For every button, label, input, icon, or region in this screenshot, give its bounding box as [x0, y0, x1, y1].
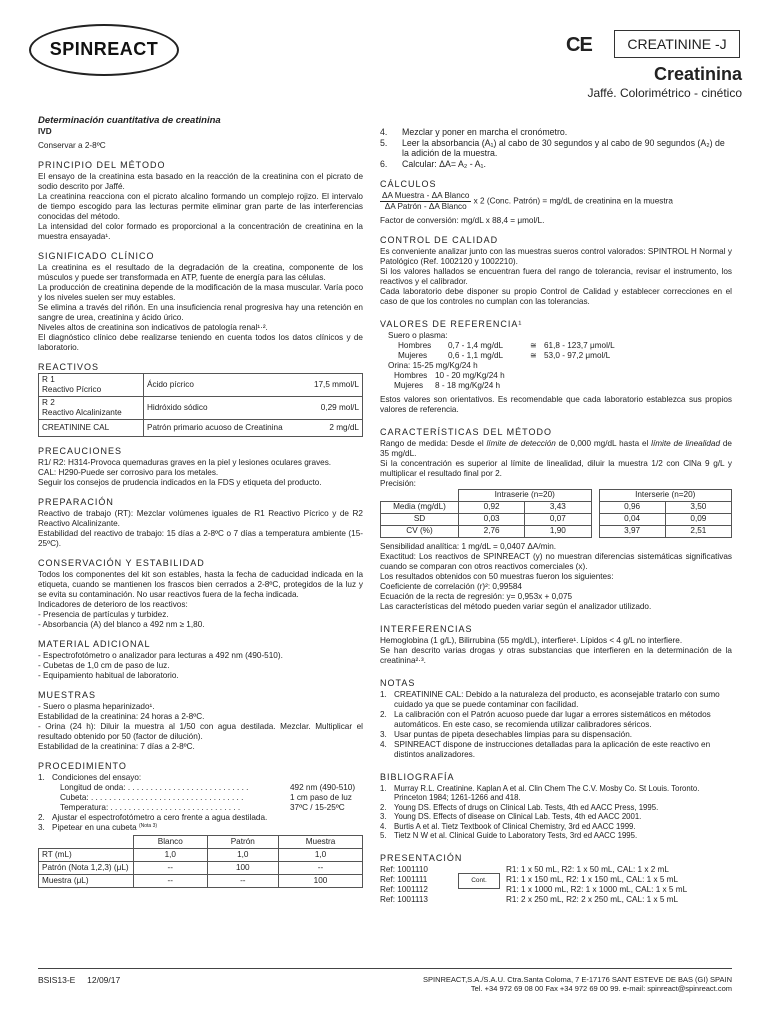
right-column: [380, 127, 732, 905]
interferencias-text: Hemoglobina (1 g/L), Bilirrubina (55 mg/dL), interfiere¹. Lípidos < 4 g/L no interfiere. Se han descrito varias drogas y otras substancias que interfieren en la determinación de la creatinina²·³.: [380, 635, 732, 665]
assay-conditions: [38, 783, 363, 813]
steps-list: [380, 127, 732, 170]
footer-contact-link[interactable]: Tel. +34 972 69 08 00 Fax +34 972 69 00 99. e-mail: spinreact@spinreact.com: [470, 984, 732, 994]
reference-values: Suero o plasma: Hombres 0,7 - 1,4 mg/dL ≅ 61,8 - 123,7 μmol/L Mujeres 0,6 - 1,1 mg/dL ≅ 53,0 - 97,2 μmol/L Orina: 15-25 mg/Kg/24 h Hombres 10 - 20 mg/Kg/24 h Mujeres 8 - 18 mg/Kg/24 h: [380, 331, 732, 391]
control-heading: CONTROL DE CALIDAD: [380, 234, 499, 245]
preparacion-heading: PREPARACIÓN: [38, 497, 114, 508]
list-item: 2. La calibración con el Patrón acuoso puede dar lugar a errores sistemáticos en métodos automáticos. En este caso, se recomienda utilizar calibradores séricos.: [380, 709, 711, 729]
list-item: 6. Calcular: ΔA= A₂ - A₁.: [380, 159, 486, 170]
table-row: R 1 Reactivo Pícrico Ácido pícrico 17,5 mmol/L: [39, 374, 363, 397]
list-item: 2. Young DS. Effects of drugs on Clinical Lab. Tests, 4th ed AACC Press, 1995.: [380, 802, 659, 812]
list-item: R1: 1 x 1000 mL, R2: 1 x 1000 mL, CAL: 1 x 5 mL: [506, 884, 688, 894]
document-header: [0, 0, 768, 112]
muestras-text: - Suero o plasma heparinizado¹. Estabilidad de la creatinina: 24 horas a 2-8ºC. - Orina (24 h): Diluir la muestra al 1/50 con agua destilada. Mezclar. Multiplicar el resultado obtenido por 50 (factor de dilución). Estabilidad de la creatinina: 7 días a 2-8ºC.: [38, 702, 363, 752]
list-item: Longitud de onda: . . . . . . . . . . . . . . . . . . . . . . . . . . . 492 nm (490-510): [60, 783, 356, 793]
table-row: SD 0,03 0,07 0,04 0,09: [381, 513, 732, 525]
notas-heading: NOTAS: [380, 677, 416, 688]
pipetting-table: [38, 835, 363, 888]
valores-heading: VALORES DE REFERENCIA¹: [380, 318, 523, 329]
list-item: 3. Young DS. Effects of disease on Clinical Lab. Tests, 4th ed AACC 2001.: [380, 812, 642, 822]
reactivos-heading: REACTIVOS: [38, 361, 100, 372]
list-item: 1. Murray R.L. Creatinine. Kaplan A et al. Clin Chem The C.V. Mosby Co. St Louis. Toronto. Princeton 1984; 1261-1266 and 418.: [380, 783, 700, 803]
footer-code: BSIS13-E 12/09/17: [38, 975, 121, 985]
precision-label: Precisión:: [380, 478, 416, 488]
procedimiento-heading: PROCEDIMIENTO: [38, 761, 127, 772]
list-item: 1. CREATININE CAL: Debido a la naturaleza del producto, es aconsejable tratarlo con sumo cuidado ya que se puede contaminar con facilidad.: [380, 689, 720, 709]
list-item: Hombres 0,7 - 1,4 mg/dL ≅ 61,8 - 123,7 μmol/L: [398, 340, 615, 350]
page-subtitle: Jaffé. Colorimétrico - cinético: [587, 86, 742, 100]
spinreact-logo: SPINREACT: [29, 24, 179, 76]
calc-formula: $\frac{\text{ΔA Muestra - ΔA Blanco}}{\text{ΔA Patrón - ΔA Blanco}}$ x 2 (Conc. Patrón) = mg/dL de creatinina en la muestra: [382, 190, 673, 211]
bibliografia-heading: BIBLIOGRAFÍA: [380, 771, 455, 782]
list-item: 3. Pipetear en una cubeta (Nota 3): [38, 823, 158, 833]
rango-text: Rango de medida: Desde el límite de detección de 0,000 mg/dL hasta el límite de linealidad de 35 mg/dL.: [380, 438, 732, 458]
left-column: [38, 115, 363, 888]
significado-heading: SIGNIFICADO CLÍNICO: [38, 250, 155, 261]
table-row: Muestra (μL) -- -- 100: [39, 875, 363, 888]
product-code-box: CREATININE -J: [614, 30, 740, 58]
principio-heading: PRINCIPIO DEL MÉTODO: [38, 159, 166, 170]
page-title: Creatinina: [653, 64, 742, 84]
table-row: Blanco Patrón Muestra: [39, 836, 363, 849]
caracteristicas-heading: CARACTERÍSTICAS DEL MÉTODO: [380, 426, 553, 437]
list-item: Mujeres 0,6 - 1,1 mg/dL ≅ 53,0 - 97,2 μmol/L: [398, 350, 611, 360]
presentacion-heading: PRESENTACIÓN: [380, 852, 463, 863]
reactivos-table: [38, 373, 363, 437]
list-item: 2. Ajustar el espectrofotómetro a cero frente a agua destilada.: [38, 813, 268, 823]
muestras-heading: MUESTRAS: [38, 690, 97, 701]
table-row: Media (mg/dL) 0,92 3,43 0,96 3,50: [381, 501, 732, 513]
calc-factor: Factor de conversión: mg/dL x 88,4 = μmol/L.: [380, 215, 545, 225]
significado-text: La creatinina es el resultado de la degradación de la creatina, componente de los músculos y puede ser transformada en ATP, fuente de energía para las células. La producción de creatinina depende de la modificación de la masa muscular. Varía poco y los niveles suelen ser muy estables. Se elimina a través del riñón. En una insuficiencia renal progresiva hay una retención en sangre de urea, creatinina y ácido úrico. Niveles altos de creatinina son indicativos de patología renal¹·². El diagnóstico clínico debe realizarse teniendo en cuenta todos los datos clínicos y de laboratorio.: [38, 262, 363, 352]
material-text: - Espectrofotómetro o analizador para lecturas a 492 nm (490-510). - Cubetas de 1,0 cm de paso de luz. - Equipamiento habitual de laboratorio.: [38, 651, 283, 681]
list-item: 4. SPINREACT dispone de instrucciones detalladas para la aplicación de este reactivo en distintos analizadores.: [380, 739, 711, 759]
principio-text: El ensayo de la creatinina esta basado en la reacción de la creatinina con el picrato de sodio descrito por Jaffé. La creatinina reacciona con el picrato alcalino formando un complejo rojizo. El intervalo de tiempo escogido para las lecturas permite eliminar gran parte de las interferencias conocidas del método. La intensidad del color formado es proporcional a la concentración de creatinina en la muestra ensayada¹.: [38, 171, 363, 241]
ce-mark: CE: [566, 34, 592, 56]
table-row: Intraserie (n=20) Interserie (n=20): [381, 489, 732, 501]
precauciones-heading: PRECAUCIONES: [38, 446, 123, 457]
table-row: CV (%) 2,76 1,90 3,97 2,51: [381, 525, 732, 537]
valores-note: Estos valores son orientativos. Es recomendable que cada laboratorio establezca sus propios valores de referencia.: [380, 394, 732, 414]
control-text: Es conveniente analizar junto con las muestras sueros control valorados: SPINTROL H Normal y Patológico (Ref. 1002120 y 1002210). Si los valores hallados se encuentran fuera del rango de tolerancia, revisar el instrumento, los reactivos y el calibrador. Cada laboratorio debe disponer su propio Control de Calidad y establecer correcciones en el caso de que los controles no cumplan con las tolerancias.: [380, 246, 732, 306]
table-row: RT (mL) 1,0 1,0 1,0: [39, 849, 363, 862]
table-row: CREATININE CAL Patrón primario acuoso de Creatinina 2 mg/dL: [39, 420, 363, 437]
intro-title: Determinación cuantitativa de creatinina: [38, 115, 221, 126]
list-item: 5. Leer la absorbancia (A₁) al cabo de 30 segundos y al cabo de 90 segundos (A₂) de la adición de la muestra.: [380, 137, 725, 159]
precauciones-text: R1/ R2: H314-Provoca quemaduras graves en la piel y lesiones oculares graves. CAL: H290-Puede ser corrosivo para los metales. Seguir los consejos de prudencia indicados en la FDS y etiqueta del producto.: [38, 458, 332, 488]
presentacion-list: Ref: 1001110 Ref: 1001111 Ref: 1001112 Ref: 1001113 Cont. R1: 1 x 50 mL, R2: 1 x 50 mL, CAL: 1 x 2 mL R1: 1 x 150 mL, R2: 1 x 150 mL, CAL: 1 x 5 mL R1: 1 x 1000 mL, R2: 1 x 1000 mL, CAL: 1 x 5 mL R1: 2 x 250 mL, R2: 2 x 250 mL, CAL: 1 x 5 mL: [380, 864, 688, 904]
list-item: 3. Usar puntas de pipeta desechables limpias para su dispensación.: [380, 729, 633, 739]
exactitud-text: Exactitud: Los reactivos de SPINREACT (y) no muestran diferencias sistemáticas significativas cuando se comparan con otros reactivos comerciales (x). Los resultados obtenidos con 50 muestras fueron los siguientes: Coeficiente de correlación (r)²: 0,99584 Ecuación de la recta de regresión: y= 0,953x + 0,075 Las características del método pueden variar según el analizador utilizado.: [380, 551, 732, 611]
procedimiento-list: [38, 773, 363, 783]
footer-company: SPINREACT,S.A./S.A.U. Ctra.Santa Coloma, 7 E-17176 SANT ESTEVE DE BAS (GI) SPAIN Tel. +34 972 69 08 00 Fax +34 972 69 00 99. e-mail: spinreact@spinreact.com: [392, 975, 732, 993]
rango-text-2: Si la concentración es superior al límite de linealidad, diluir la muestra 1/2 con ClNa 9 g/L y multiplicar el resultado final por 2.: [380, 458, 732, 478]
list-item: Mujeres 8 - 18 mg/Kg/24 h: [394, 380, 501, 390]
list-item: 4. Burtis A et al. Tietz Textbook of Clinical Chemistry, 3rd ed AACC 1999.: [380, 821, 636, 831]
interferencias-heading: INTERFERENCIAS: [380, 623, 473, 634]
list-item: Hombres 10 - 20 mg/Kg/24 h: [394, 370, 505, 380]
footer-divider: [38, 968, 732, 969]
material-heading: MATERIAL ADICIONAL: [38, 639, 151, 650]
bibliografia-list: [380, 784, 732, 841]
storage-text: Conservar a 2-8ºC: [38, 140, 106, 150]
conservacion-heading: CONSERVACIÓN Y ESTABILIDAD: [38, 558, 205, 569]
list-item: Cubeta: . . . . . . . . . . . . . . . . . . . . . . . . . . . . . . . . . . 1 cm paso de luz: [60, 793, 352, 803]
list-item: R1: 2 x 250 mL, R2: 2 x 250 mL, CAL: 1 x 5 mL: [506, 894, 679, 904]
list-item: 5. Tietz N W et al. Clinical Guide to Laboratory Tests, 3rd ed AACC 1995.: [380, 831, 638, 841]
list-item: 4. Mezclar y poner en marcha el cronómetro.: [380, 127, 568, 137]
list-item: 1. Condiciones del ensayo:: [38, 773, 142, 783]
notas-list: [380, 690, 732, 760]
calculos-heading: CÁLCULOS: [380, 178, 437, 189]
list-item: R1: 1 x 50 mL, R2: 1 x 50 mL, CAL: 1 x 2 mL: [506, 864, 669, 874]
conservacion-text: Todos los componentes del kit son estables, hasta la fecha de caducidad indicada en la etiqueta, cuando se mantienen los frascos bien cerrados a 2-8ºC, protegidos de la luz y se evita su contaminación. No usar reactivos fuera de la fecha indicada. Indicadores de deterioro de los reactivos: - Presencia de partículas y turbidez. - Absorbancia (A) del blanco a 492 nm ≥ 1,80.: [38, 570, 363, 630]
table-row: R 2 Reactivo Alcalinizante Hidróxido sódico 0,29 mol/L: [39, 397, 363, 420]
precision-table: [380, 489, 732, 538]
sensitivity-text: Sensibilidad analítica: 1 mg/dL = 0,0407 ΔA/min.: [380, 541, 557, 551]
table-row: Patrón (Nota 1,2,3) (μL) -- 100 --: [39, 862, 363, 875]
preparacion-text: Reactivo de trabajo (RT): Mezclar volúmenes iguales de R1 Reactivo Pícrico y de R2 Reactivo Alcalinizante. Estabilidad del reactivo de trabajo: 15 días a 2-8ºC o 7 días a temperatura ambiente (15-25ºC).: [38, 509, 363, 549]
cont-box: Cont.: [458, 873, 500, 889]
list-item: R1: 1 x 150 mL, R2: 1 x 150 mL, CAL: 1 x 5 mL: [506, 874, 679, 884]
ivd-label: IVD: [38, 126, 52, 136]
list-item: Temperatura: . . . . . . . . . . . . . . . . . . . . . . . . . . . . . 37ºC / 15-25ºC: [60, 803, 345, 813]
